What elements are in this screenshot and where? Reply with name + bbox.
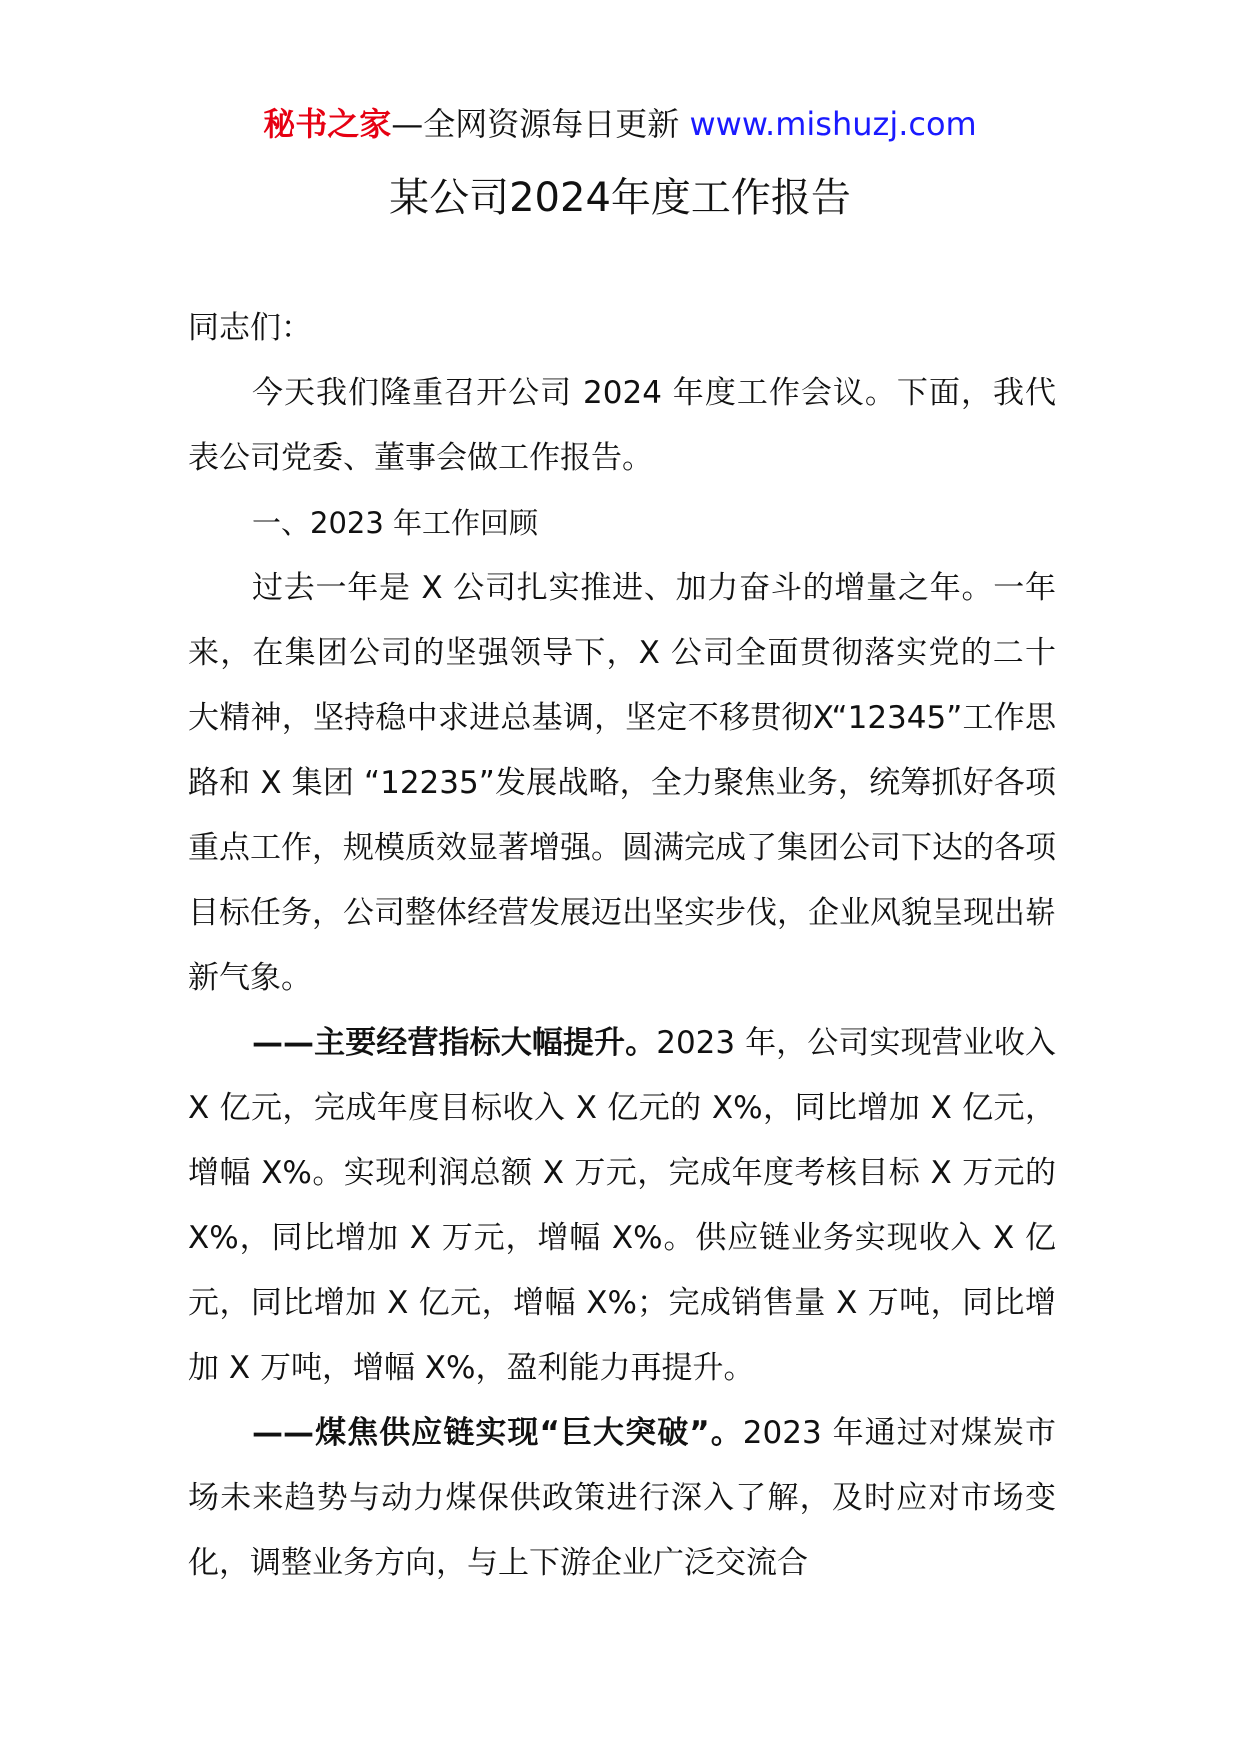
document-title: 某公司2024年度工作报告 [389, 175, 851, 221]
indicators-text: 2023 年，公司实现营业收入 X 亿元，完成年度目标收入 X 亿元的 X%，同比增加 X 亿元，增幅 X%。实现利润总额 X 万元，完成年度考核目标 X 万元的 X%，同比增加 X 万元，增幅 X%。供应链业务实现收入 X 亿元，同比增加 X 亿元，增幅 X%；完成销售量 X 万吨，同比增加 X 万吨，增幅 X%，盈利能力再提升。 [188, 1025, 1057, 1386]
banner-slogan: —全网资源每日更新 [391, 105, 680, 143]
site-banner [0, 102, 1240, 146]
supply-chain-lead: ——煤焦供应链实现“巨大突破”。 [252, 1415, 743, 1451]
document-body [188, 296, 1056, 1596]
supply-chain-paragraph [188, 1401, 1056, 1596]
supply-chain-text: 2023 年通过对煤炭市场未来趋势与动力煤保供政策进行深入了解，及时应对市场变化，调整业务方向，与上下游企业广泛交流合 [188, 1415, 1057, 1581]
review-paragraph: 过去一年是 X 公司扎实推进、加力奋斗的增量之年。一年来，在集团公司的坚强领导下，X 公司全面贯彻落实党的二十大精神，坚持稳中求进总基调，坚定不移贯彻X“12345”工作思路和 X 集团 “12235”发展战略，全力聚焦业务，统筹抓好各项重点工作，规模质效显著增强。圆满完成了集团公司下达的各项目标任务，公司整体经营发展迈出坚实步伐，企业风貌呈现出崭新气象。 [188, 570, 1056, 996]
indicators-paragraph [188, 1011, 1056, 1401]
indicators-lead: ——主要经营指标大幅提升。 [252, 1025, 657, 1061]
intro-paragraph: 今天我们隆重召开公司 2024 年度工作会议。下面，我代表公司党委、董事会做工作报告。 [188, 375, 1056, 476]
salutation: 同志们： [188, 310, 312, 346]
site-url-link[interactable]: www.mishuzj.com [689, 105, 977, 143]
brand-name: 秘书之家 [263, 105, 392, 143]
section-heading: 一、2023 年工作回顾 [252, 506, 539, 540]
